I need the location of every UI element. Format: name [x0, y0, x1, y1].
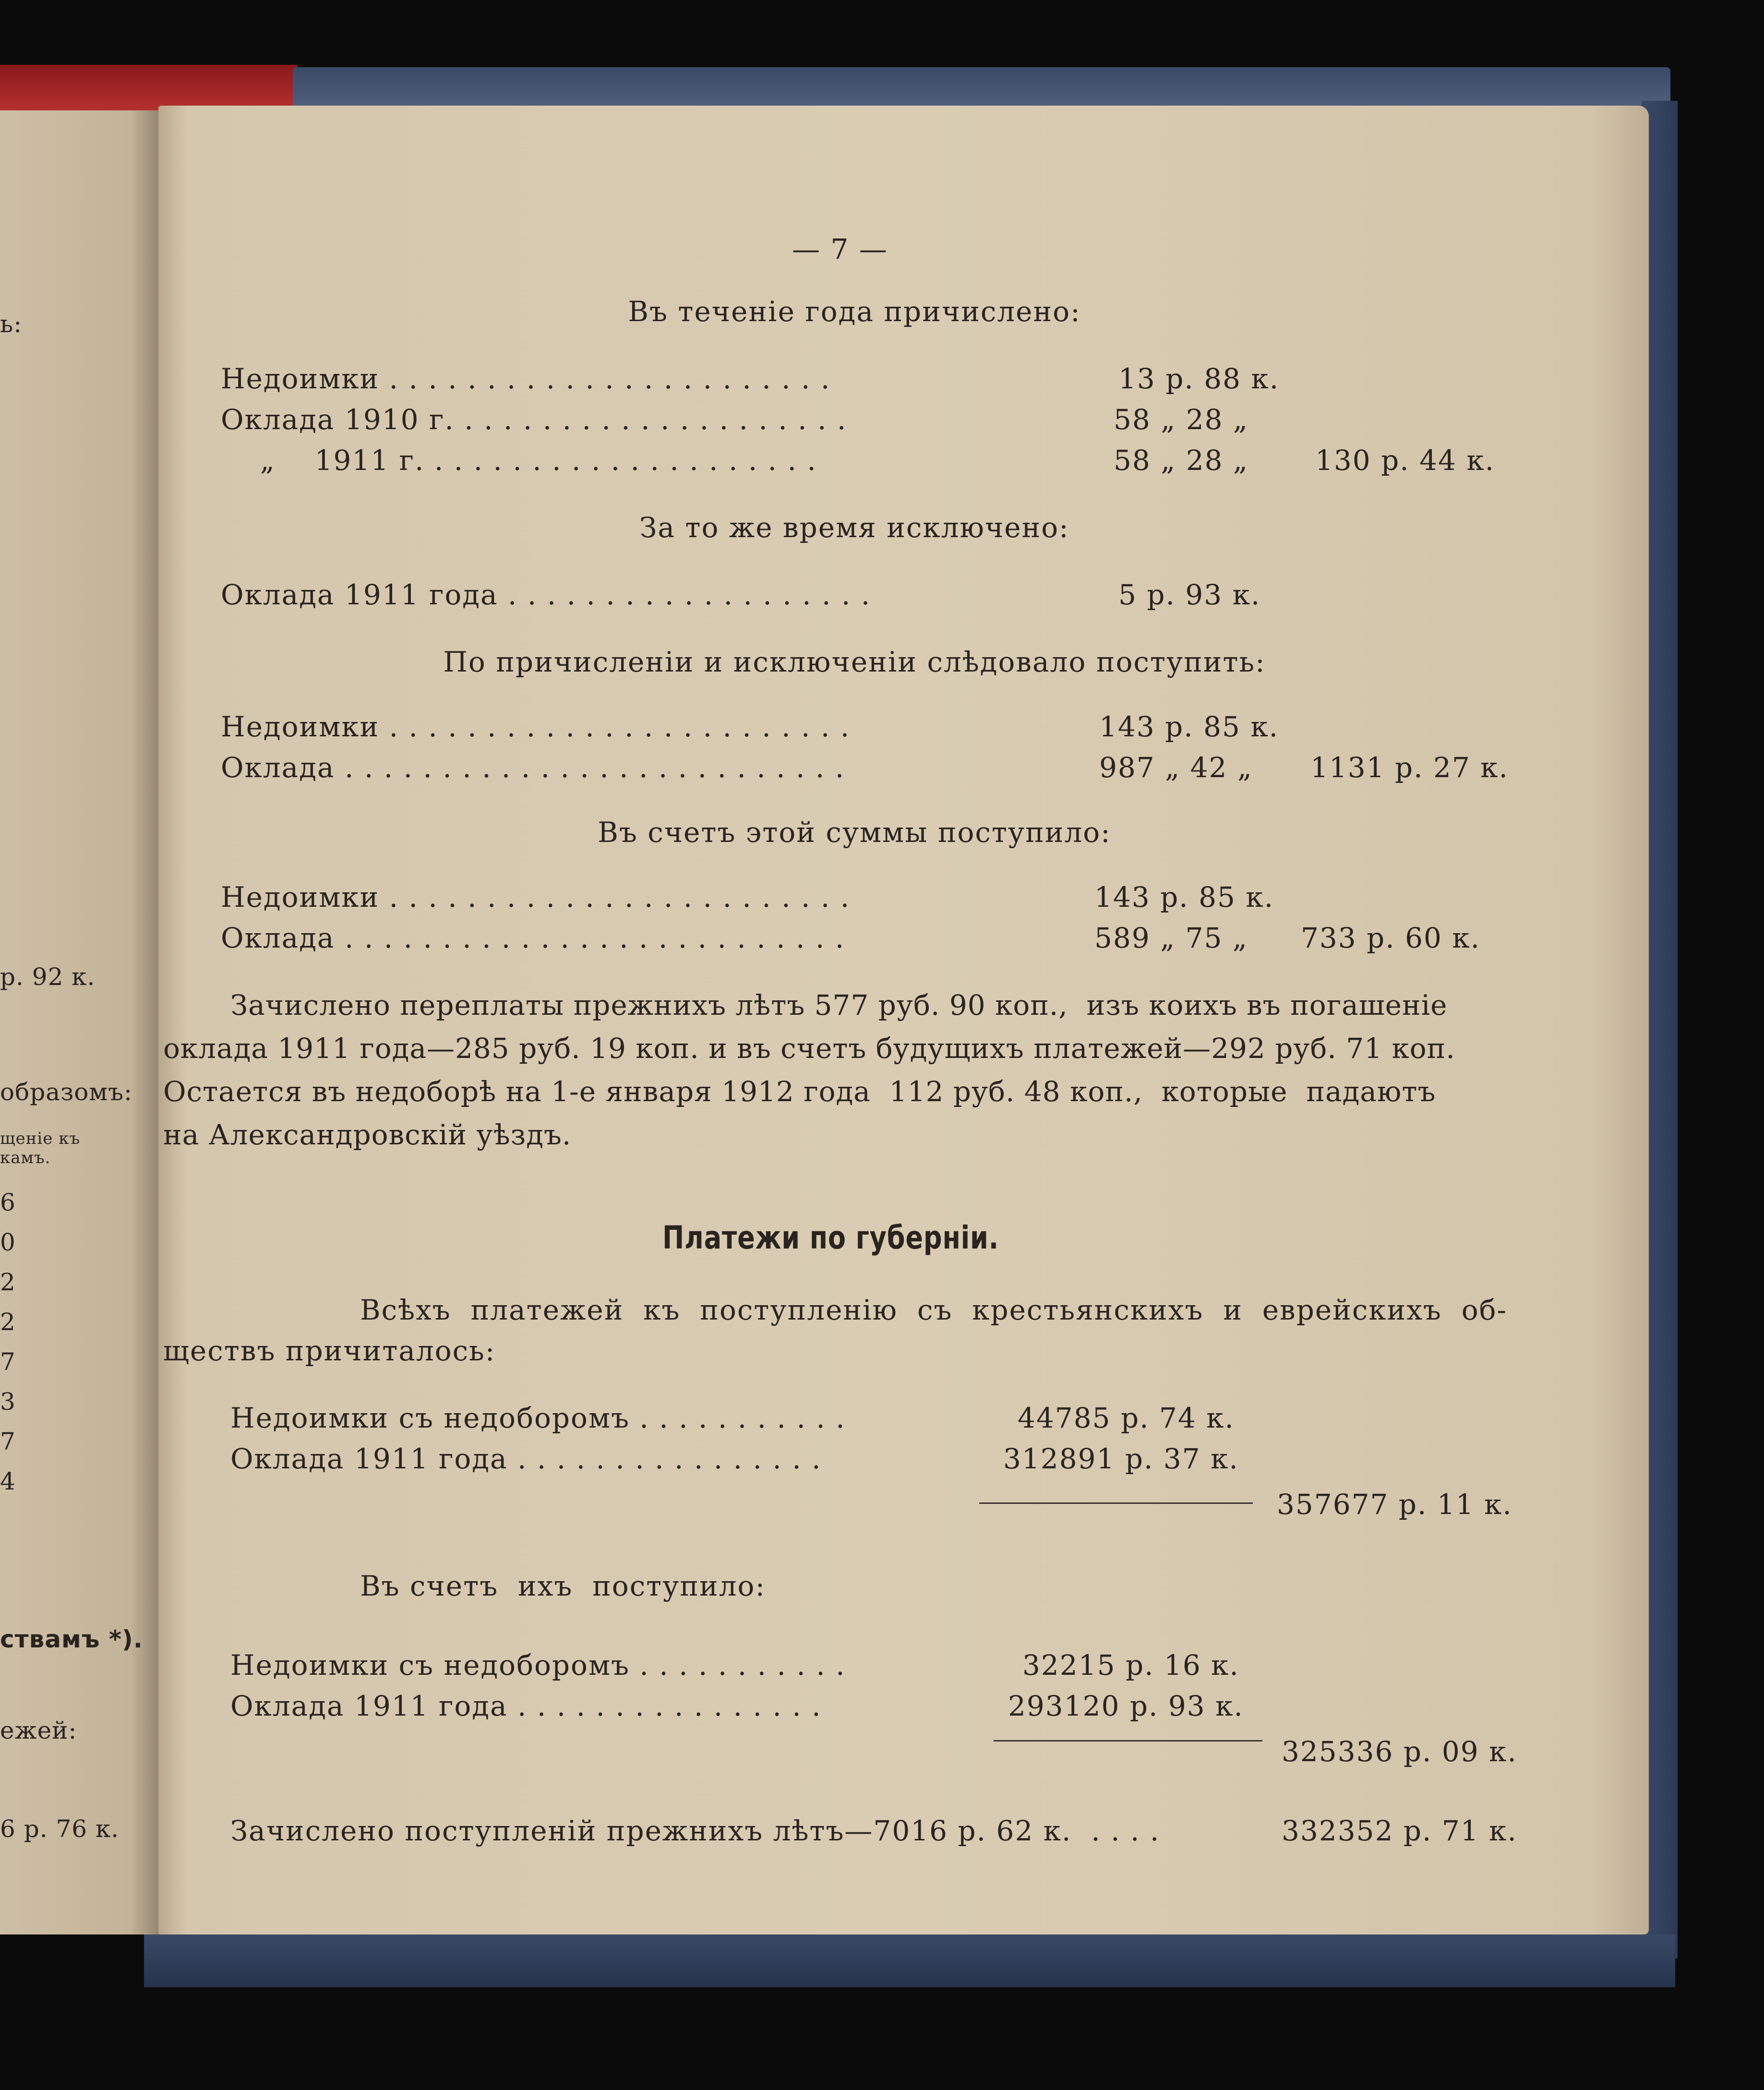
row-label: Оклада . . . . . . . . . . . . . . . . . . . . . . . . . . — [221, 751, 845, 784]
row-amount: 13 р. 88 к. — [1118, 362, 1280, 395]
row-label: Недоимки съ недоборомъ . . . . . . . . . . . — [230, 1402, 846, 1434]
row-amount: 58 „ 28 „ — [1114, 403, 1249, 436]
row-amount: 32215 р. 16 к. — [1022, 1649, 1239, 1682]
left-page-line: камъ. — [0, 1148, 51, 1167]
section-heading: Въ теченіе года причислено: — [628, 295, 1081, 328]
left-page-line: 6 — [0, 1189, 16, 1216]
left-page-line: щеніе къ — [0, 1129, 81, 1148]
received-heading: Въ счетъ ихъ поступило: — [360, 1570, 766, 1602]
row-amount: 312891 р. 37 к. — [1003, 1442, 1239, 1475]
row-label: Оклада 1911 года . . . . . . . . . . . . . . . . — [230, 1442, 822, 1475]
row-total: 130 р. 44 к. — [1315, 444, 1495, 477]
intro-line: Всѣхъ платежей къ поступленію съ крестьянскихъ и еврейскихъ об- — [360, 1294, 1508, 1326]
paragraph-line: на Александровскій уѣздъ. — [163, 1118, 572, 1151]
left-page-line: р. 92 к. — [0, 963, 96, 991]
main-page — [158, 106, 1649, 1934]
left-page-line: 6 р. 76 к. — [0, 1815, 120, 1843]
cover-edge-bottom — [144, 1934, 1675, 1987]
page-number: — 7 — — [792, 233, 888, 265]
row-amount: 143 р. 85 к. — [1094, 881, 1274, 913]
left-page-line: 7 — [0, 1428, 16, 1455]
sum-rule — [979, 1502, 1253, 1504]
binding-red — [0, 65, 298, 110]
row-label: Недоимки . . . . . . . . . . . . . . . . . . . . . . . . — [221, 710, 851, 743]
binding-cover-top — [293, 67, 1670, 110]
left-page-line: 2 — [0, 1268, 16, 1296]
row-label: Недоимки съ недоборомъ . . . . . . . . . . . — [230, 1649, 846, 1682]
section-heading: По причисленіи и исключеніи слѣдовало поступить: — [443, 646, 1266, 678]
left-page-line: 4 — [0, 1467, 16, 1495]
row-amount: 589 „ 75 „ — [1094, 922, 1248, 954]
section-heading: За то же время исключено: — [639, 511, 1069, 544]
left-page-line: 3 — [0, 1388, 16, 1416]
row-label: Недоимки . . . . . . . . . . . . . . . . . . . . . . . . — [221, 881, 851, 913]
row-amount: 5 р. 93 к. — [1118, 578, 1261, 611]
total-amount: 332352 р. 71 к. — [1282, 1814, 1517, 1847]
total-amount: 325336 р. 09 к. — [1282, 1735, 1517, 1768]
row-amount: 58 „ 28 „ — [1114, 444, 1249, 477]
paragraph-line: Остается въ недоборѣ на 1-е января 1912 года 112 руб. 48 коп., которые падаютъ — [163, 1075, 1436, 1108]
left-page-line: ежей: — [0, 1717, 77, 1744]
row-label: Оклада . . . . . . . . . . . . . . . . . . . . . . . . . . — [221, 922, 845, 954]
row-label: Недоимки . . . . . . . . . . . . . . . . . . . . . . . — [221, 362, 831, 395]
left-page-line: 7 — [0, 1348, 16, 1376]
row-total: 733 р. 60 к. — [1301, 922, 1481, 954]
row-amount: 293120 р. 93 к. — [1008, 1690, 1244, 1722]
intro-line: ществъ причиталось: — [163, 1334, 496, 1367]
row-amount: 44785 р. 74 к. — [1018, 1402, 1235, 1434]
left-page-line: образомъ: — [0, 1078, 132, 1106]
section-heading: Въ счетъ этой суммы поступило: — [598, 816, 1111, 849]
left-page-line: 2 — [0, 1308, 16, 1336]
left-page-line: ствамъ *). — [0, 1625, 143, 1653]
paragraph-line: оклада 1911 года—285 руб. 19 коп. и въ счетъ будущихъ платежей—292 руб. 71 коп. — [163, 1032, 1455, 1065]
row-label: Оклада 1911 года . . . . . . . . . . . . . . . . — [230, 1690, 822, 1722]
credited-line: Зачислено поступленій прежнихъ лѣтъ—7016 р. 62 к. . . . . — [230, 1814, 1160, 1847]
left-page-line: 0 — [0, 1228, 16, 1256]
total-amount: 357677 р. 11 к. — [1277, 1488, 1512, 1521]
left-page-line: ь: — [0, 310, 23, 338]
row-label: „ 1911 г. . . . . . . . . . . . . . . . . . . . . — [221, 444, 817, 477]
sum-rule — [994, 1740, 1262, 1742]
row-label: Оклада 1911 года . . . . . . . . . . . . . . . . . . . — [221, 578, 871, 611]
left-page — [0, 110, 163, 1934]
row-amount: 143 р. 85 к. — [1099, 710, 1279, 743]
paragraph-line: Зачислено переплаты прежнихъ лѣтъ 577 руб. 90 коп., изъ коихъ въ погашеніе — [230, 989, 1448, 1021]
section-title: Платежи по губерніи. — [662, 1219, 999, 1256]
row-label: Оклада 1910 г. . . . . . . . . . . . . . . . . . . . . — [221, 403, 847, 436]
row-amount: 987 „ 42 „ — [1099, 751, 1253, 784]
row-total: 1131 р. 27 к. — [1310, 751, 1509, 784]
